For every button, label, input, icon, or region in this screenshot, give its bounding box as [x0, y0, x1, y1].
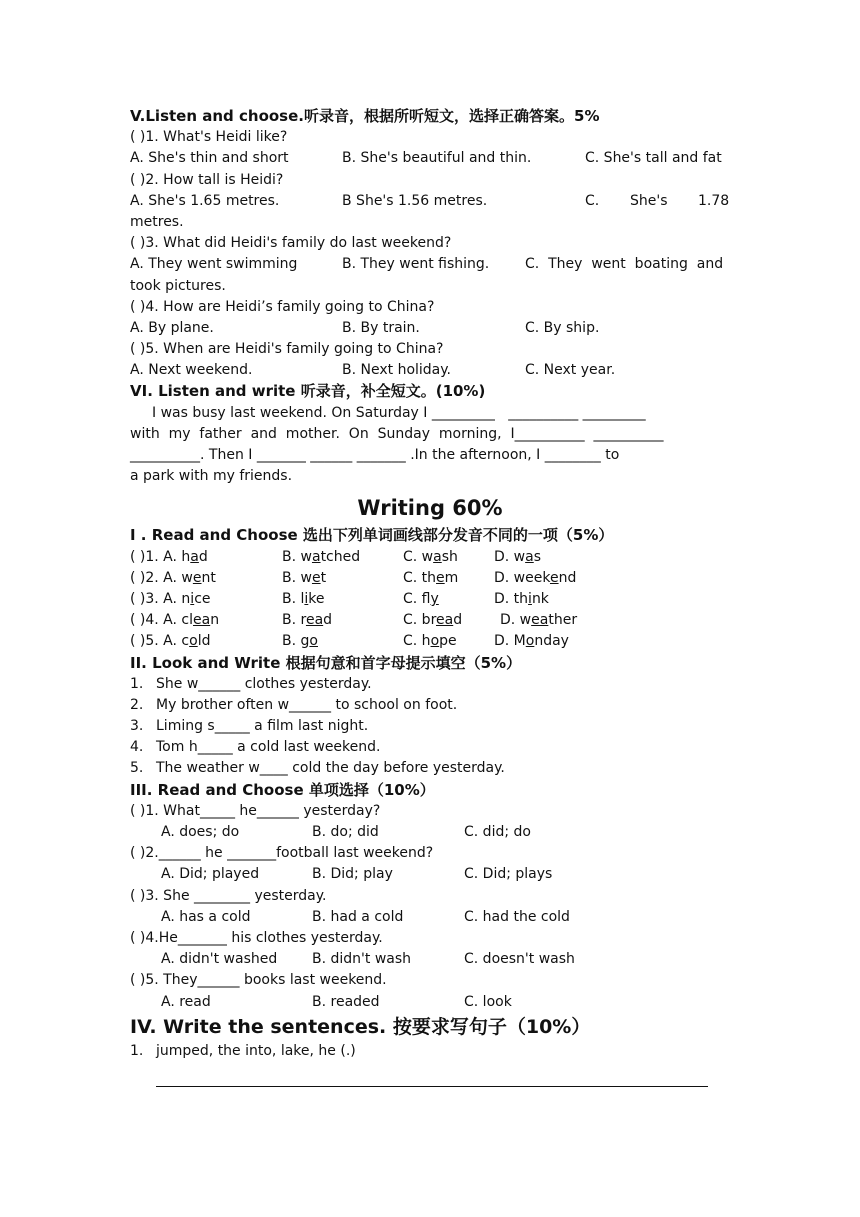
options-row: [130, 360, 730, 381]
underlined-letters: a: [433, 548, 442, 565]
underlined-letters: ea: [193, 612, 211, 629]
option-b: [282, 547, 360, 568]
phonics-question-list: [130, 547, 730, 653]
phonics-row: [130, 568, 730, 589]
option-b: B. readed: [312, 993, 380, 1010]
underlined-letters: a: [190, 548, 199, 565]
option-a: [130, 589, 211, 610]
underlined-letters: a: [525, 548, 534, 565]
option-b: B. Next holiday.: [342, 362, 451, 379]
underlined-letters: e: [192, 569, 202, 586]
section-iii-heading-en: III. Read and Choose: [130, 780, 304, 799]
option-c: C. By ship.: [525, 319, 600, 336]
section-ii-heading: [130, 653, 730, 674]
option-a: A. They went swimming: [130, 256, 298, 273]
word-part: D. w: [500, 612, 532, 629]
option-b: B. do; did: [312, 824, 379, 840]
question-stem: ( )4. How are Heidi’s family going to China?: [130, 298, 435, 315]
option-a: A. She's 1.65 metres.: [130, 192, 280, 209]
word-part: ther: [548, 612, 578, 629]
option-continuation: took pictures.: [130, 277, 226, 294]
item-number: 5.: [130, 760, 144, 777]
underlined-letters: i: [528, 590, 532, 607]
section-iii-heading: [130, 780, 730, 801]
option-a: [130, 631, 210, 652]
option-c: C. had the cold: [464, 908, 570, 925]
word-part: d: [453, 612, 463, 629]
underlined-letters: e: [311, 569, 321, 586]
option-a: A. By plane.: [130, 319, 214, 336]
underlined-letters: i: [304, 590, 309, 607]
passage-line: a park with my friends.: [130, 468, 293, 485]
word-part: B. w: [282, 548, 312, 565]
underlined-letters: y: [430, 590, 439, 607]
word-part: ( )2. A. w: [130, 569, 193, 586]
item-text: jumped, the into, lake, he (.): [156, 1042, 356, 1059]
word-part: n: [210, 612, 220, 629]
option-c-part: C.: [585, 192, 600, 209]
option-b: [282, 568, 326, 589]
word-part: ( )4. A. cl: [130, 612, 193, 629]
phonics-row: [130, 610, 730, 631]
option-a: A. read: [161, 993, 211, 1010]
underlined-letters: ea: [436, 612, 454, 629]
question-stem: ( )5. They______ books last weekend.: [130, 972, 387, 989]
option-c: [403, 547, 458, 568]
word-part: C. h: [403, 633, 431, 650]
option-c: C. Next year.: [525, 362, 616, 379]
question-stem: ( )1. What_____ he______ yesterday?: [130, 802, 381, 819]
option-c: C. look: [464, 993, 512, 1010]
underlined-letters: e: [436, 569, 445, 586]
option-a: A. didn't washed: [161, 951, 278, 968]
list-item: [130, 716, 730, 737]
item-text: Tom h_____ a cold last weekend.: [156, 739, 381, 756]
word-part: nt: [201, 569, 216, 586]
section-i-heading-en: I . Read and Choose: [130, 526, 298, 545]
item-text: My brother often w______ to school on foot.: [156, 696, 458, 713]
word-part: ld: [197, 633, 211, 650]
single-choice-list: [130, 801, 730, 1013]
item-text: She w______ clothes yesterday.: [156, 675, 372, 692]
list-item: [130, 1041, 730, 1062]
word-part: nd: [558, 569, 577, 586]
section-vi-heading: [130, 381, 730, 402]
section-vi-heading-cn: 听录音，补全短文。(10%): [295, 382, 486, 401]
word-part: nk: [531, 590, 549, 607]
underlined-letters: ea: [531, 612, 549, 629]
option-a: [130, 547, 208, 568]
section-v-heading: [130, 106, 730, 127]
option-b: [282, 631, 318, 652]
option-a: A. has a cold: [161, 908, 251, 925]
options-row: [130, 254, 730, 275]
word-part: B. w: [282, 569, 312, 586]
underlined-letters: o: [525, 633, 535, 650]
option-b: B She's 1.56 metres.: [342, 192, 488, 209]
underlined-letters: a: [311, 548, 321, 565]
word-part: C. fl: [403, 590, 431, 607]
option-b: [282, 610, 332, 631]
list-item: [130, 674, 730, 695]
word-part: ( )5. A. c: [130, 633, 190, 650]
word-part: s: [533, 548, 542, 565]
section-ii-heading-cn: 根据句意和首字母提示填空（5%）: [280, 653, 522, 672]
question-stem: ( )3. She ________ yesterday.: [130, 887, 327, 904]
list-item: [130, 695, 730, 716]
option-c: C. Did; plays: [464, 866, 553, 883]
word-part: D. w: [494, 548, 526, 565]
underlined-letters: ea: [305, 612, 324, 629]
option-b: B. She's beautiful and thin.: [342, 150, 532, 167]
word-part: D. M: [494, 633, 526, 650]
option-a: A. She's thin and short: [130, 150, 289, 167]
passage-line: I was busy last weekend. On Saturday I _________ __________ _________: [152, 404, 646, 421]
phonics-row: [130, 589, 730, 610]
option-continuation: metres.: [130, 213, 184, 230]
passage-line: with my father and mother. On Sunday morning, I__________ __________: [130, 425, 664, 442]
word-part: C. w: [403, 548, 434, 565]
option-b: B. They went fishing.: [342, 256, 490, 273]
phonics-row: [130, 631, 730, 652]
section-iv-heading-cn: 按要求写句子（10%）: [386, 1015, 591, 1038]
option-d: [494, 547, 541, 568]
word-part: nday: [534, 633, 569, 650]
option-d: [494, 631, 569, 652]
option-c: C. did; do: [464, 824, 531, 840]
option-c: C. They went boating and: [525, 256, 724, 273]
item-number: 3.: [130, 718, 144, 735]
list-item: [130, 737, 730, 758]
option-b: B. Did; play: [312, 866, 393, 883]
options-row: [130, 864, 730, 885]
look-write-list: [130, 674, 730, 780]
underlined-letters: o: [189, 633, 198, 650]
section-vi-heading-en: VI. Listen and write: [130, 382, 296, 401]
word-part: sh: [441, 548, 458, 565]
word-part: D. th: [494, 590, 529, 607]
option-c: [403, 568, 458, 589]
option-c: [403, 631, 457, 652]
writing-title: Writing 60%: [357, 496, 503, 521]
passage-line: __________. Then I _______ ______ _______ .In the afternoon, I ________ to: [130, 447, 620, 463]
question-stem: ( )5. When are Heidi's family going to China?: [130, 341, 444, 358]
options-row: [130, 949, 730, 970]
write-sentences-list: [130, 1041, 730, 1062]
option-b: B. didn't wash: [312, 951, 412, 968]
word-part: B. r: [282, 612, 306, 629]
option-b: B. had a cold: [312, 908, 404, 925]
item-number: 1.: [130, 1042, 144, 1059]
question-stem: ( )4.He_______ his clothes yesterday.: [130, 929, 383, 946]
word-part: ( )3. A. n: [130, 590, 191, 607]
item-number: 2.: [130, 696, 144, 713]
question-stem: ( )2. How tall is Heidi?: [130, 171, 284, 188]
item-text: The weather w____ cold the day before yesterday.: [156, 760, 505, 777]
option-c: [403, 610, 462, 631]
word-part: m: [444, 569, 459, 586]
item-number: 4.: [130, 739, 144, 756]
word-part: d: [323, 612, 333, 629]
option-d: [494, 568, 576, 589]
underlined-letters: o: [309, 633, 318, 650]
option-c: C. She's tall and fat: [585, 150, 722, 167]
underlined-letters: o: [430, 633, 440, 650]
option-b: [282, 589, 325, 610]
word-part: B. l: [282, 590, 305, 607]
word-part: ce: [194, 590, 211, 607]
option-c: [403, 589, 439, 610]
item-text: Liming s_____ a film last night.: [156, 718, 369, 735]
word-part: ke: [308, 590, 325, 607]
item-number: 1.: [130, 675, 144, 692]
section-i-heading: [130, 525, 730, 546]
options-row: [130, 148, 730, 169]
word-part: ( )1. A. h: [130, 548, 191, 565]
option-a: A. Next weekend.: [130, 362, 253, 379]
option-d: [500, 610, 577, 631]
section-v-heading-cn: 听录音，根据所听短文，选择正确答案。5%: [304, 107, 600, 125]
word-part: D. week: [494, 569, 550, 586]
section-v-heading-en: V.Listen and choose.: [130, 107, 304, 125]
question-stem: ( )2.______ he _______football last weekend?: [130, 845, 434, 862]
list-item: [130, 758, 730, 779]
option-c: C. doesn't wash: [464, 951, 575, 968]
section-ii-heading-en: II. Look and Write: [130, 653, 281, 672]
option-c-part: 1.78: [698, 192, 730, 209]
section-iv-heading-en: IV. Write the sentences.: [130, 1015, 387, 1038]
option-a: [130, 610, 219, 631]
option-c-part: She's: [630, 192, 668, 209]
word-part: tched: [320, 548, 361, 565]
option-a: [130, 568, 216, 589]
option-b: B. By train.: [342, 319, 420, 336]
word-part: C. th: [403, 569, 437, 586]
word-part: B. g: [282, 633, 310, 650]
section-i-heading-cn: 选出下列单词画线部分发音不同的一项（5%）: [297, 526, 614, 545]
underlined-letters: e: [549, 569, 559, 586]
phonics-row: [130, 547, 730, 568]
section-iii-heading-cn: 单项选择（10%）: [303, 780, 435, 799]
question-stem: ( )3. What did Heidi's family do last weekend?: [130, 235, 452, 252]
options-row: [130, 191, 730, 212]
worksheet: [130, 106, 730, 1090]
option-a: A. Did; played: [161, 866, 260, 883]
answer-line[interactable]: [130, 1062, 730, 1090]
word-part: pe: [439, 633, 457, 650]
option-a: A. does; do: [161, 824, 240, 840]
question-stem: ( )1. What's Heidi like?: [130, 129, 288, 146]
word-part: t: [320, 569, 327, 586]
word-part: C. br: [403, 612, 437, 629]
option-d: [494, 589, 549, 610]
options-row: [130, 318, 730, 339]
word-part: d: [198, 548, 208, 565]
options-row: [130, 907, 730, 928]
section-iv-heading: [130, 1013, 730, 1041]
options-row: [130, 992, 730, 1013]
options-row: [130, 822, 730, 843]
underlined-letters: i: [190, 590, 195, 607]
